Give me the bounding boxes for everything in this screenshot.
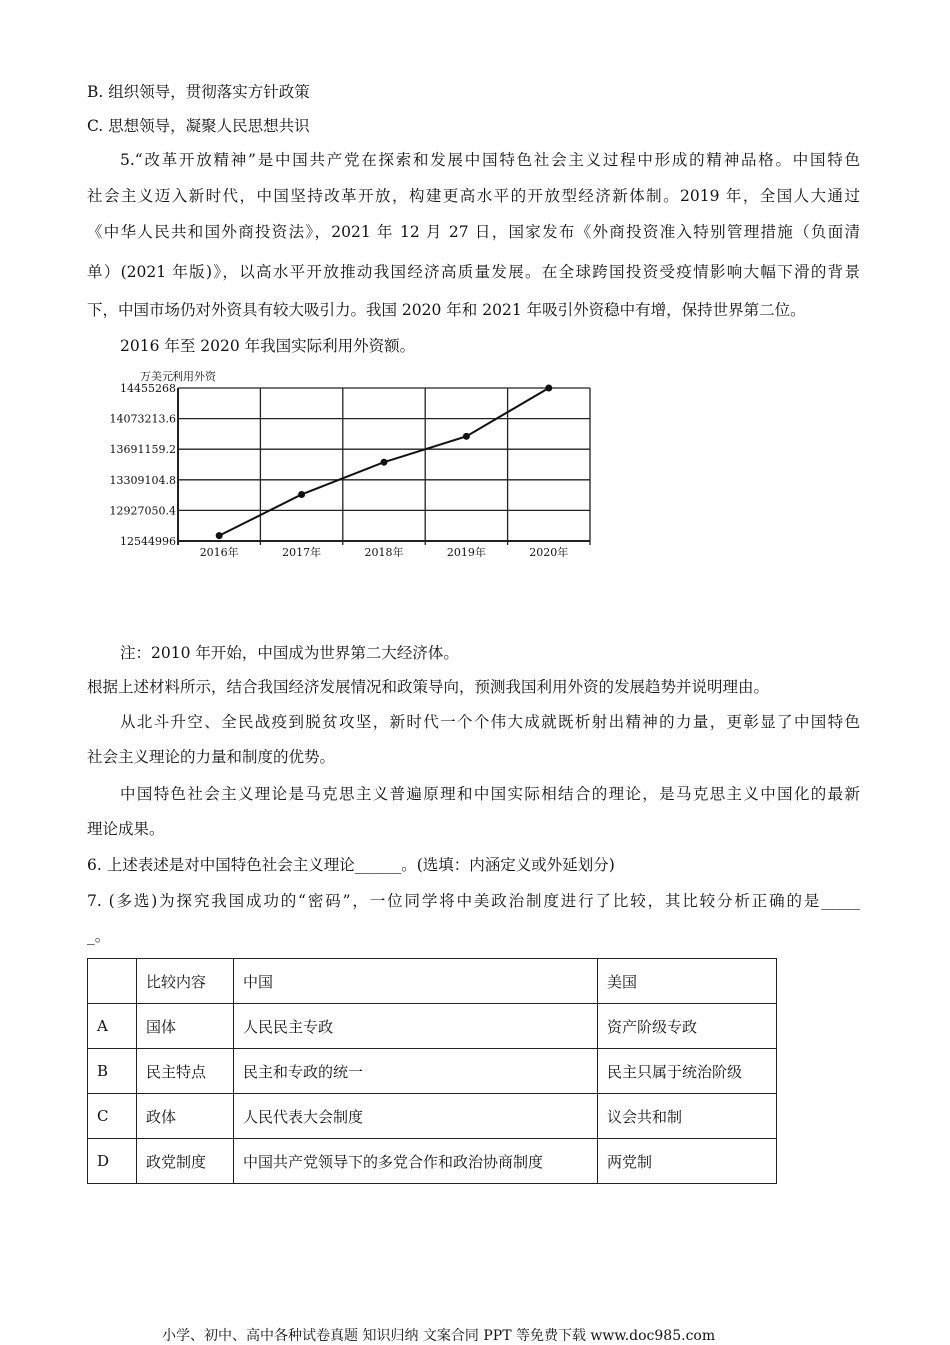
comparison-table (87, 958, 777, 1184)
q5-line: 社会主义迈入新时代，中国坚持改革开放，构建更高水平的开放型经济新体制。2019 年，全国人大通过 (87, 187, 860, 205)
x-tick-label: 2018年 (364, 546, 404, 559)
table-cell: 民主只属于统治阶级 (598, 1049, 777, 1094)
x-tick-label: 2020年 (529, 546, 569, 559)
table-cell: 国体 (137, 1004, 234, 1049)
note: 注：2010 年开始，中国成为世界第二大经济体。 (120, 644, 459, 662)
y-tick-label: 12927050.4 (110, 504, 176, 518)
x-tick-label: 2016年 (199, 546, 239, 559)
data-point (381, 459, 388, 466)
table-cell: 美国 (598, 959, 777, 1004)
data-point (216, 532, 223, 539)
option-c: C. 思想领导，凝聚人民思想共识 (87, 117, 310, 135)
table-row (88, 1094, 777, 1139)
y-tick-label: 14073213.6 (110, 412, 176, 426)
material-line: 理论成果。 (87, 820, 165, 838)
footer-ad: 小学、初中、高中各种试卷真题 知识归纳 文案合同 PPT 等免费下载 www.doc985.com (162, 1328, 716, 1344)
table-cell: 人民民主专政 (234, 1004, 598, 1049)
q7-blank: _。 (87, 927, 111, 945)
material-line: 从北斗升空、全民战疫到脱贫攻坚，新时代一个个伟大成就既析射出精神的力量，更彰显了中国特色 (120, 713, 860, 731)
q6: 6. 上述表述是对中国特色社会主义理论______。(选填：内涵定义或外延划分) (87, 856, 615, 874)
table-row (88, 1049, 777, 1094)
table-cell: 民主特点 (137, 1049, 234, 1094)
table-header-row (88, 959, 777, 1004)
table-cell: 两党制 (598, 1139, 777, 1184)
q5-question: 根据上述材料所示，结合我国经济发展情况和政策导向，预测我国利用外资的发展趋势并说明理由。 (87, 678, 770, 696)
table-cell: 政党制度 (137, 1139, 234, 1184)
q5-line: 下，中国市场仍对外资具有较大吸引力。我国 2020 年和 2021 年吸引外资稳中有增，保持世界第二位。 (87, 301, 806, 319)
chart-title: 利用外资 (172, 370, 216, 383)
table-cell: 中国共产党领导下的多党合作和政治协商制度 (234, 1139, 598, 1184)
y-tick-label: 13691159.2 (110, 443, 176, 457)
table-cell (88, 959, 137, 1004)
option-b: B. 组织领导，贯彻落实方针政策 (87, 83, 310, 101)
material-line: 中国特色社会主义理论是马克思主义普遍原理和中国实际相结合的理论，是马克思主义中国化的最新 (120, 785, 860, 803)
data-point (298, 491, 305, 498)
table-cell: C (88, 1094, 137, 1139)
q5-line: 单）(2021 年版)》，以高水平开放推动我国经济高质量发展。在全球跨国投资受疫情影响大幅下滑的背景 (87, 263, 860, 281)
table-row (88, 1004, 777, 1049)
y-axis-unit: 万美元 (140, 370, 173, 383)
table-cell: 民主和专政的统一 (234, 1049, 598, 1094)
data-point (545, 385, 552, 392)
table-row (88, 1139, 777, 1184)
q5-line: 5.“改革开放精神”是中国共产党在探索和发展中国特色社会主义过程中形成的精神品格。中国特色 (120, 151, 860, 169)
x-tick-label: 2017年 (282, 546, 322, 559)
table-cell: 人民代表大会制度 (234, 1094, 598, 1139)
table-cell: 比较内容 (137, 959, 234, 1004)
x-tick-label: 2019年 (446, 546, 486, 559)
chart-caption: 2016 年至 2020 年我国实际利用外资额。 (120, 337, 416, 355)
y-tick-label: 12544996 (120, 535, 176, 548)
y-tick-label: 13309104.8 (110, 473, 176, 487)
q5-line: 《中华人民共和国外商投资法》，2021 年 12 月 27 日，国家发布《外商投资准入特别管理措施（负面清 (87, 223, 860, 241)
table-cell: 资产阶级专政 (598, 1004, 777, 1049)
foreign-investment-chart (110, 365, 600, 565)
material-line: 社会主义理论的力量和制度的优势。 (87, 748, 336, 766)
table-cell: B (88, 1049, 137, 1094)
y-tick-label: 14455268 (120, 382, 176, 395)
table-cell: D (88, 1139, 137, 1184)
table-cell: 政体 (137, 1094, 234, 1139)
q7: 7. (多选)为探究我国成功的“密码”，一位同学将中美政治制度进行了比较，其比较分析正确的是_____ (87, 892, 860, 910)
table-cell: A (88, 1004, 137, 1049)
data-point (463, 433, 470, 440)
table-cell: 中国 (234, 959, 598, 1004)
table-cell: 议会共和制 (598, 1094, 777, 1139)
